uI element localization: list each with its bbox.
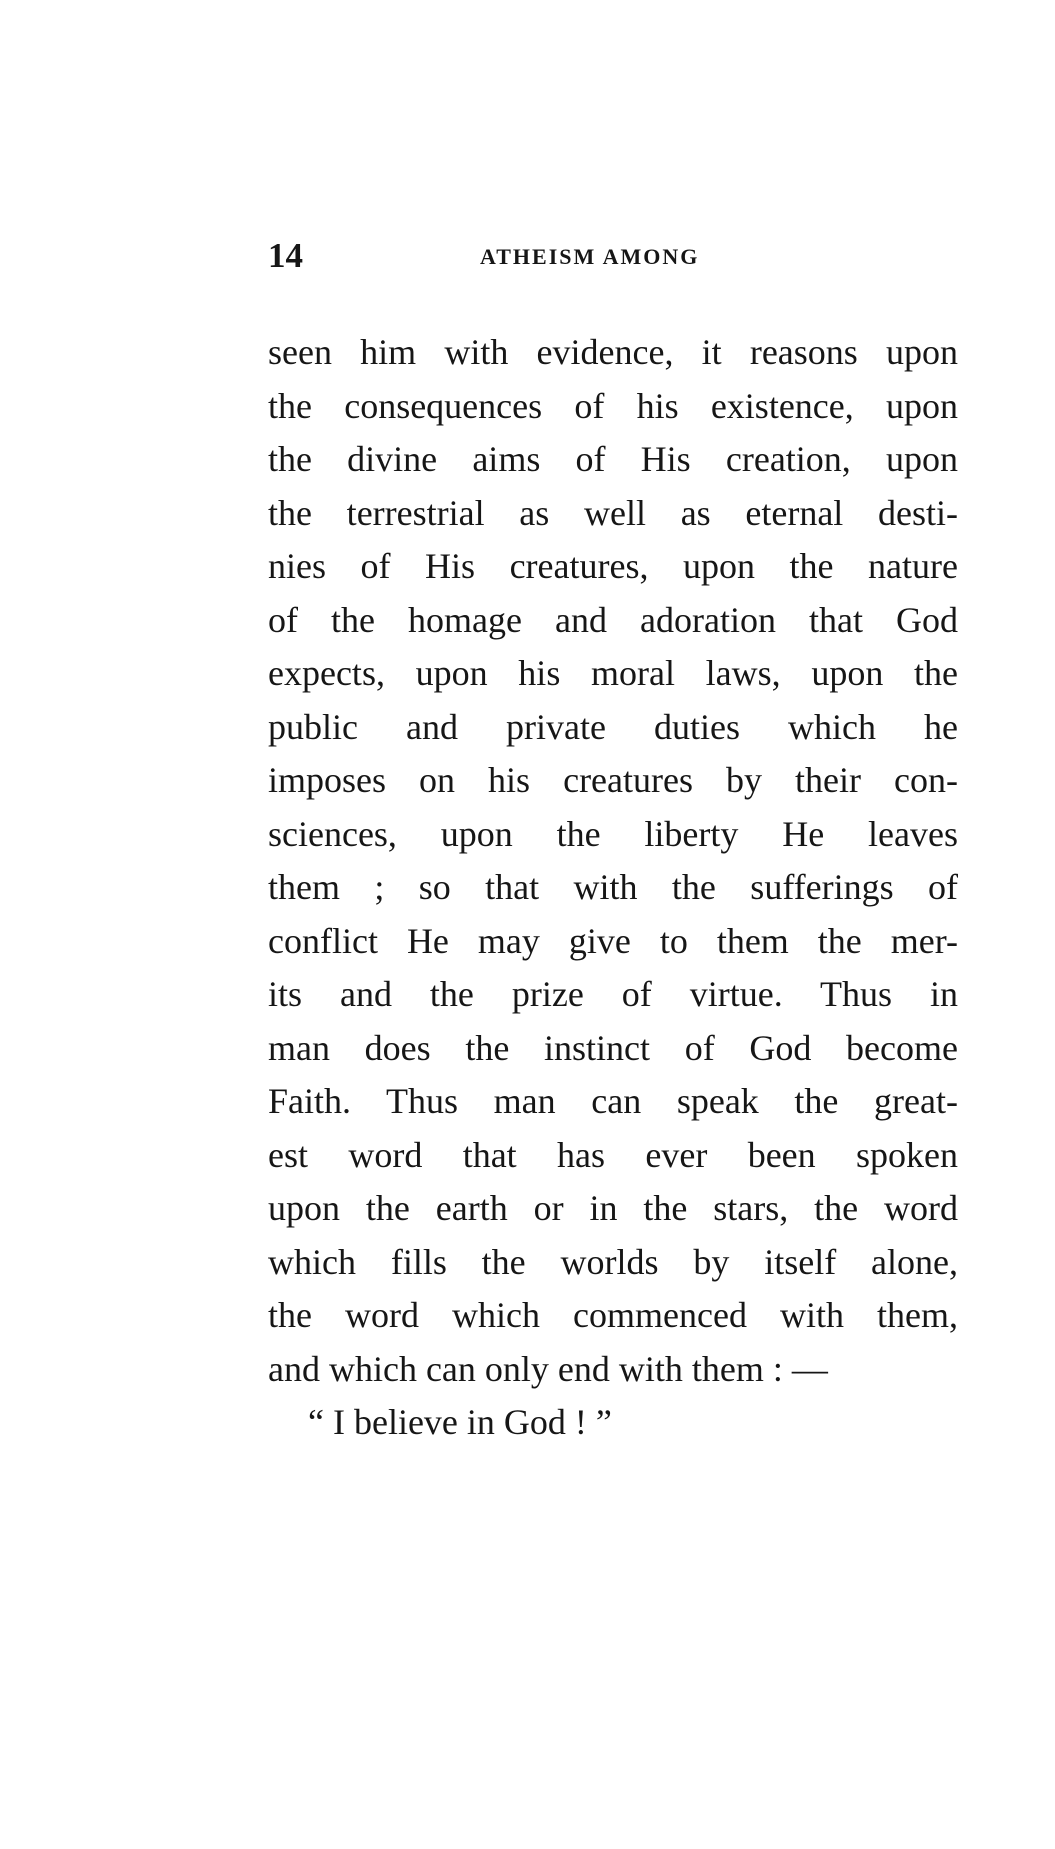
- text-line: imposes on his creatures by their con-: [268, 760, 958, 800]
- quote-line: “ I believe in God ! ”: [308, 1402, 612, 1442]
- text-line: upon the earth or in the stars, the word: [268, 1188, 958, 1228]
- text-line: the terrestrial as well as eternal desti-: [268, 492, 958, 533]
- text-line: nies of His creatures, upon the nature: [268, 546, 958, 586]
- text-line: the divine aims of His creation, upon: [268, 439, 958, 479]
- text-line: of the homage and adoration that God: [268, 599, 958, 640]
- body-text: [268, 326, 958, 1450]
- running-head: ATHEISM AMONG: [480, 244, 700, 269]
- text-line: them ; so that with the sufferings of: [268, 867, 958, 907]
- page-header: [268, 236, 958, 276]
- text-line: man does the instinct of God become: [268, 1027, 958, 1068]
- text-line: Faith. Thus man can speak the great-: [268, 1081, 958, 1121]
- text-line: seen him with evidence, it reasons upon: [268, 332, 958, 372]
- text-line: its and the prize of virtue. Thus in: [268, 974, 958, 1014]
- text-line: conflict He may give to them the mer-: [268, 920, 958, 961]
- text-line: and which can only end with them : —: [268, 1348, 828, 1389]
- text-line: the word which commenced with them,: [268, 1295, 958, 1335]
- page-number: 14: [268, 236, 303, 275]
- text-line: which fills the worlds by itself alone,: [268, 1241, 958, 1282]
- text-line: expects, upon his moral laws, upon the: [268, 653, 958, 693]
- text-line: est word that has ever been spoken: [268, 1134, 958, 1175]
- text-line: sciences, upon the liberty He leaves: [268, 813, 958, 854]
- text-line: the consequences of his existence, upon: [268, 385, 958, 426]
- text-line: public and private duties which he: [268, 706, 958, 747]
